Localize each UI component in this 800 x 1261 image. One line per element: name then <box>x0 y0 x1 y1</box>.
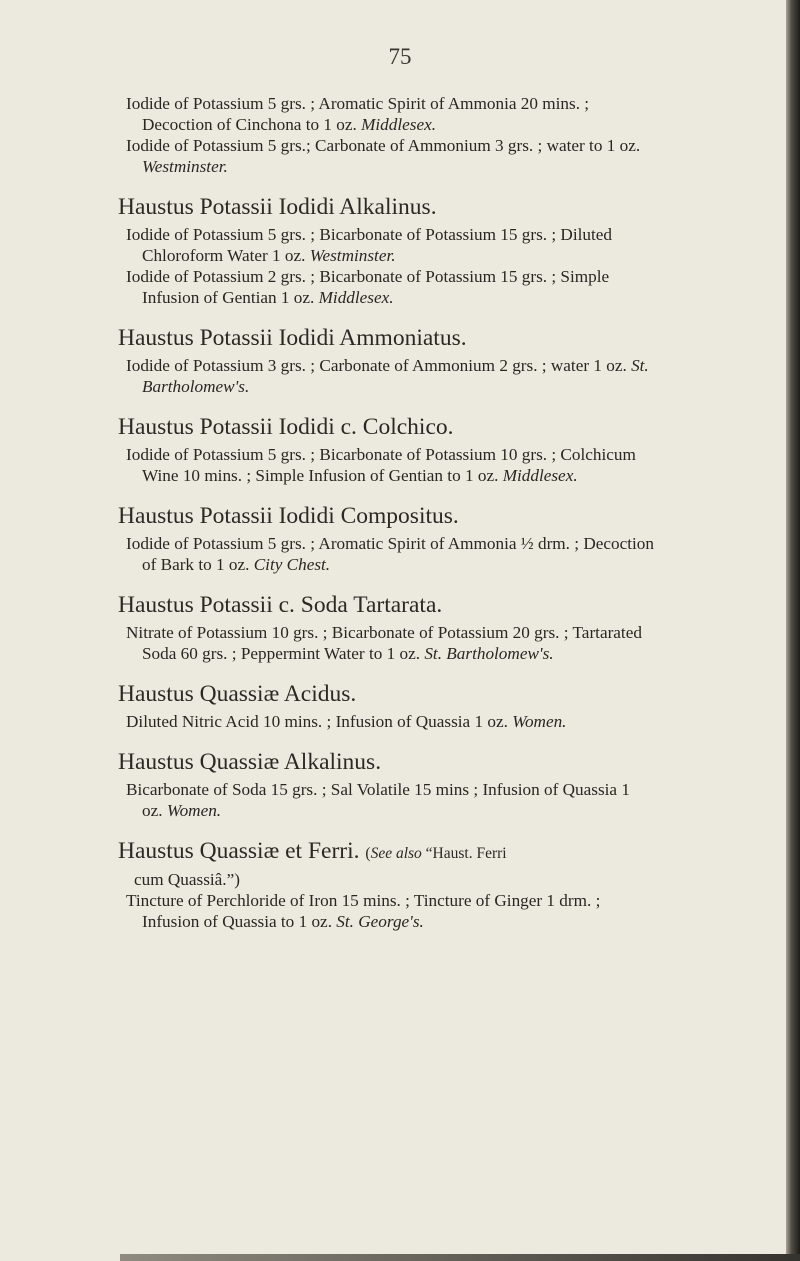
page-bottom-edge <box>120 1254 800 1261</box>
section-entry <box>126 711 654 732</box>
formula-text: Tincture of Perchloride of Iron 15 mins. ; Tincture of Ginger 1 drm. ; Infusion of Quassia to 1 oz. <box>126 891 601 931</box>
formula-paragraph <box>126 355 654 397</box>
hospital-source: City Chest. <box>253 555 331 574</box>
formula-paragraph <box>126 135 654 177</box>
page-body <box>118 93 654 934</box>
hospital-source: Westminster. <box>309 246 396 265</box>
section-entry <box>126 890 654 932</box>
hospital-source: Middlesex. <box>361 115 437 134</box>
formula-text: Iodide of Potassium 5 grs. ; Aromatic Spirit of Ammonia ½ drm. ; Decoction of Bark to 1 oz. <box>126 534 654 574</box>
formula-text: Iodide of Potassium 5 grs. ; Aromatic Spirit of Ammonia 20 mins. ; Decoction of Cinchona to 1 oz. <box>126 94 590 134</box>
section-entry <box>126 224 654 308</box>
section-heading: Haustus Potassii Iodidi c. Colchico. <box>118 414 454 440</box>
note-open-paren: ( <box>365 845 371 862</box>
cross-reference-note <box>365 845 506 862</box>
section-iodide-cont <box>126 93 654 177</box>
section-heading: Haustus Potassii Iodidi Ammoniatus. <box>118 325 467 351</box>
formula-paragraph <box>126 533 654 575</box>
section-heading: Haustus Quassiæ Alkalinus. <box>118 749 382 775</box>
section-heading-title: Haustus Quassiæ et Ferri. <box>118 838 360 864</box>
formula-paragraph <box>126 224 654 266</box>
section-entry <box>126 533 654 575</box>
formula-paragraph <box>126 779 654 821</box>
section-heading-with-note <box>118 837 654 868</box>
section-entry <box>126 622 654 664</box>
page-number: 75 <box>388 44 412 69</box>
hospital-source: Middlesex. <box>502 466 578 485</box>
hospital-source: St. Bartholomew's. <box>424 644 554 663</box>
hospital-source: Women. <box>166 801 222 820</box>
formula-text: Iodide of Potassium 5 grs. ; Bicarbonate of Potassium 10 grs. ; Colchicum Wine 10 mins. ; Simple Infusion of Gentian to 1 oz. <box>126 445 636 485</box>
formula-text: Nitrate of Potassium 10 grs. ; Bicarbonate of Potassium 20 grs. ; Tartarated Soda 60 grs. ; Peppermint Water to 1 oz. <box>126 623 642 663</box>
formula-paragraph <box>126 711 654 732</box>
section-heading: Haustus Potassii Iodidi Compositus. <box>118 503 459 529</box>
section-heading: Haustus Potassii Iodidi Alkalinus. <box>118 194 437 220</box>
formula-text: Iodide of Potassium 5 grs.; Carbonate of Ammonium 3 grs. ; water to 1 oz. <box>126 136 641 155</box>
note-reference: “Haust. Ferri <box>421 845 507 862</box>
hospital-source: Westminster. <box>142 157 228 176</box>
hospital-source: St. George's. <box>336 912 424 931</box>
formula-text: Diluted Nitric Acid 10 mins. ; Infusion of Quassia 1 oz. <box>126 712 508 731</box>
section-heading: Haustus Potassii c. Soda Tartarata. <box>118 592 443 618</box>
section-heading: Haustus Quassiæ Acidus. <box>118 681 357 707</box>
formula-paragraph <box>126 266 654 308</box>
note-see-also: See also <box>370 845 422 862</box>
book-binding-edge <box>786 0 800 1261</box>
cross-reference-continuation: cum Quassiâ.”) <box>134 870 240 889</box>
formula-paragraph <box>126 93 654 135</box>
formula-paragraph <box>126 890 654 932</box>
hospital-source: Women. <box>512 712 567 731</box>
hospital-source: Middlesex. <box>318 288 394 307</box>
formula-text: Bicarbonate of Soda 15 grs. ; Sal Volatile 15 mins ; Infusion of Quassia 1 oz. <box>126 780 630 820</box>
formula-text: Iodide of Potassium 3 grs. ; Carbonate of Ammonium 2 grs. ; water 1 oz. <box>126 356 627 375</box>
formula-paragraph <box>126 444 654 486</box>
section-entry <box>126 444 654 486</box>
section-entry <box>126 779 654 821</box>
section-entry <box>126 355 654 397</box>
hospital-source: St. Bartholomew's. <box>142 356 649 396</box>
formula-text: Iodide of Potassium 2 grs. ; Bicarbonate of Potassium 15 grs. ; Simple Infusion of Gentian 1 oz. <box>126 267 610 307</box>
formula-text: Iodide of Potassium 5 grs. ; Bicarbonate of Potassium 15 grs. ; Diluted Chloroform Water 1 oz. <box>126 225 612 265</box>
formula-paragraph <box>126 622 654 664</box>
